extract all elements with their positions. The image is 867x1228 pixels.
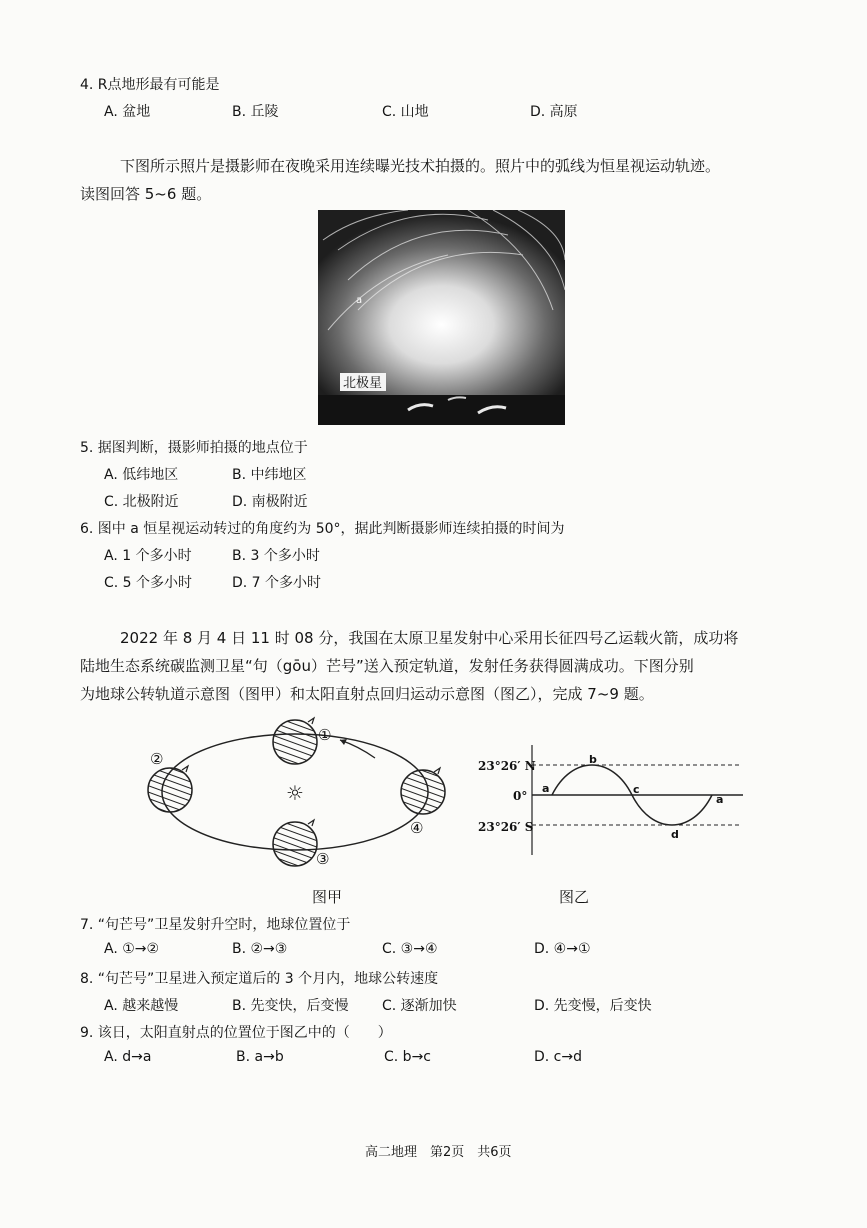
earth-position-1 xyxy=(273,718,317,764)
earth-position-4 xyxy=(401,768,445,814)
orbit-direction-arrow xyxy=(340,740,375,758)
star-a-label: a xyxy=(356,295,363,306)
q6-option-d: D. 7 个多小时 xyxy=(232,575,322,591)
lat-south-label: 23°26′ S xyxy=(478,820,534,834)
q9-option-b: B. a→b xyxy=(236,1049,284,1065)
polaris-label: 北极星 xyxy=(343,376,383,391)
q6-option-b: B. 3 个多小时 xyxy=(232,548,320,564)
q6-option-a: A. 1 个多小时 xyxy=(104,548,192,564)
q8-option-d: D. 先变慢，后变快 xyxy=(534,998,652,1014)
q9-option-d: D. c→d xyxy=(534,1049,582,1065)
fig-jia-caption: 图甲 xyxy=(312,888,343,906)
sun-icon: ☼ xyxy=(286,781,304,805)
point-d: d xyxy=(671,828,679,841)
lat-zero-label: 0° xyxy=(513,789,528,803)
orbit-diagram xyxy=(130,712,460,877)
q5-option-c: C. 北极附近 xyxy=(104,494,179,510)
position-1-label: ① xyxy=(318,726,332,744)
star-trail-photo xyxy=(318,210,565,425)
q7-option-b: B. ②→③ xyxy=(232,941,288,957)
q8-option-a: A. 越来越慢 xyxy=(104,998,179,1014)
q4-option-a: A. 盆地 xyxy=(104,104,151,120)
point-b: b xyxy=(589,753,597,766)
q8-option-c: C. 逐渐加快 xyxy=(382,998,457,1014)
intro56-line1: 下图所示照片是摄影师在夜晚采用连续曝光技术拍摄的。照片中的弧线为恒星视运动轨迹。 xyxy=(120,157,721,175)
q9-stem: 9. 该日，太阳直射点的位置位于图乙中的（ ） xyxy=(80,1025,392,1041)
q5-option-b: B. 中纬地区 xyxy=(232,467,307,483)
intro79-line1: 2022 年 8 月 4 日 11 时 08 分，我国在太原卫星发射中心采用长征四号乙运载火箭，成功将 xyxy=(120,629,739,647)
q5-option-d: D. 南极附近 xyxy=(232,494,308,510)
q7-option-d: D. ④→① xyxy=(534,941,591,957)
point-a-start: a xyxy=(542,782,550,795)
q4-stem: 4. R点地形最有可能是 xyxy=(80,77,220,93)
page-footer: 高二地理 第2页 共6页 xyxy=(365,1145,512,1160)
q6-option-c: C. 5 个多小时 xyxy=(104,575,193,591)
q7-option-c: C. ③→④ xyxy=(382,941,438,957)
intro56-line2: 读图回答 5~6 题。 xyxy=(80,185,212,203)
q7-option-a: A. ①→② xyxy=(104,941,160,957)
q4-option-c: C. 山地 xyxy=(382,104,429,120)
earth-position-3 xyxy=(273,820,317,866)
fig-yi-caption: 图乙 xyxy=(559,888,590,906)
q6-stem: 6. 图中 a 恒星视运动转过的角度约为 50°，据此判断摄影师连续拍摄的时间为 xyxy=(80,521,565,537)
intro79-line3: 为地球公转轨道示意图（图甲）和太阳直射点回归运动示意图（图乙），完成 7~9 题。 xyxy=(80,685,654,703)
q5-option-a: A. 低纬地区 xyxy=(104,467,179,483)
point-a-end: a xyxy=(716,793,724,806)
q7-stem: 7. “句芒号”卫星发射升空时，地球位置位于 xyxy=(80,917,351,933)
lat-north-label: 23°26′ N xyxy=(478,759,536,773)
q8-option-b: B. 先变快，后变慢 xyxy=(232,998,349,1014)
q9-option-c: C. b→c xyxy=(384,1049,431,1065)
subsolar-diagram xyxy=(475,745,745,855)
point-c: c xyxy=(633,783,640,796)
position-3-label: ③ xyxy=(316,850,330,868)
q4-option-d: D. 高原 xyxy=(530,104,578,120)
q4-option-b: B. 丘陵 xyxy=(232,104,279,120)
q5-stem: 5. 据图判断，摄影师拍摄的地点位于 xyxy=(80,440,308,456)
q9-option-a: A. d→a xyxy=(104,1049,152,1065)
q8-stem: 8. “句芒号”卫星进入预定道后的 3 个月内，地球公转速度 xyxy=(80,971,439,987)
intro79-line2: 陆地生态系统碳监测卫星“句（gōu）芒号”送入预定轨道，发射任务获得圆满成功。下图分别 xyxy=(80,657,694,675)
position-4-label: ④ xyxy=(410,819,424,837)
position-2-label: ② xyxy=(150,750,164,768)
earth-position-2 xyxy=(148,766,192,812)
